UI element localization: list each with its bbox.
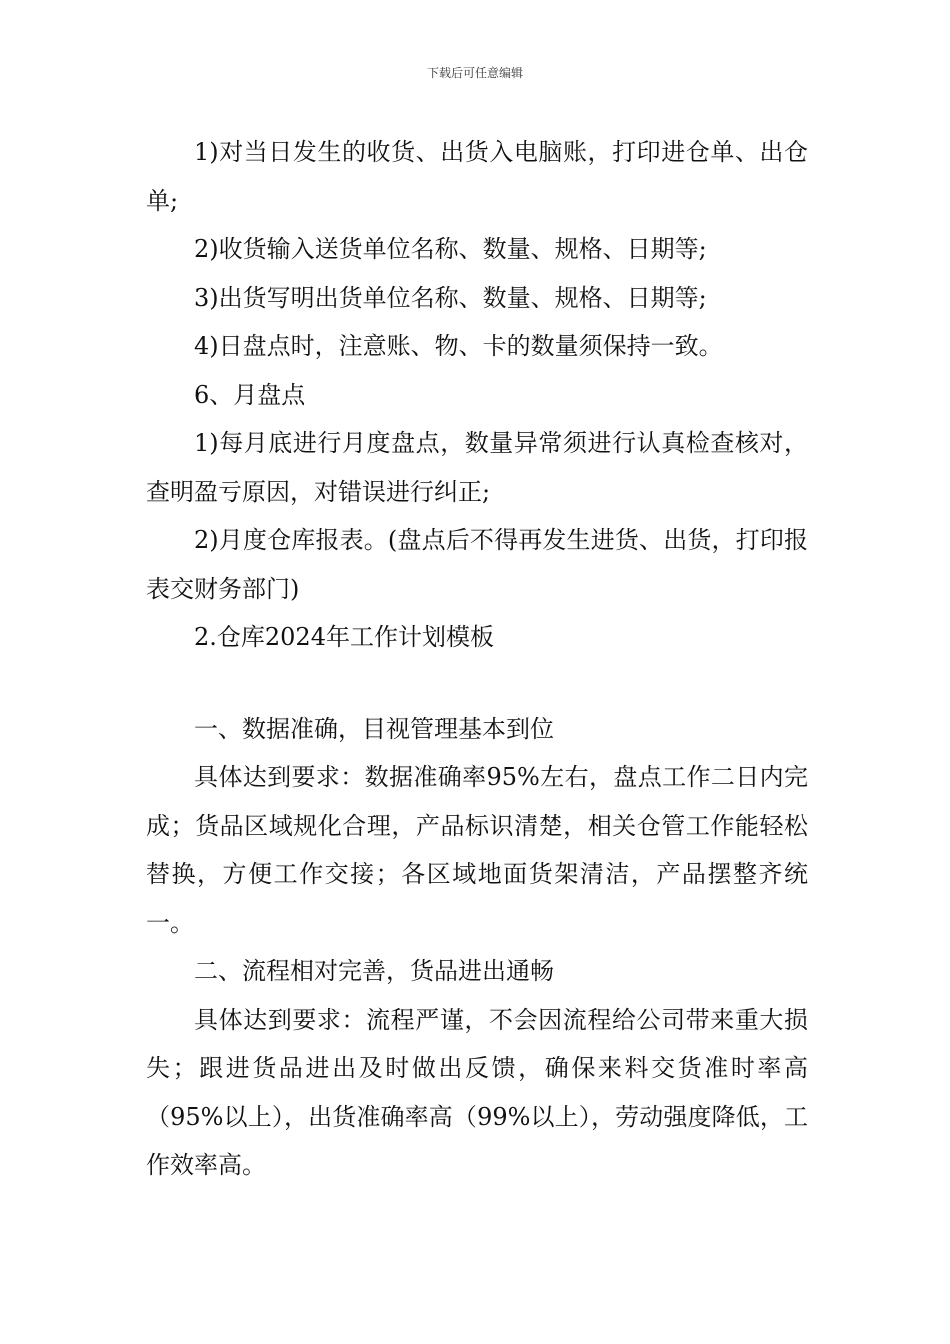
paragraph-monthly-report: 2)月度仓库报表。(盘点后不得再发生进货、出货，打印报表交财务部门) (146, 526, 808, 603)
paragraph-receiving-input: 2)收货输入送货单位名称、数量、规格、日期等; (194, 235, 707, 263)
section-heading-data-accuracy: 一、数据准确，目视管理基本到位 (194, 714, 554, 743)
paragraph-monthly-count: 1)每月底进行月度盘点，数量异常须进行认真检查核对，查明盈亏原因，对错误进行纠正; (146, 429, 808, 506)
paragraph-daily-entry: 1)对当日发生的收货、出货入电脑账，打印进仓单、出仓单; (146, 138, 808, 215)
document-body (146, 128, 808, 1190)
paragraph-accuracy-requirements: 具体达到要求：数据准确率95%左右，盘点工作二日内完成；货品区域规化合理，产品标识清楚，相关仓管工作能轻松替换，方便工作交接；各区域地面货架清洁，产品摆整齐统一。 (146, 763, 808, 937)
page-header: 下载后可任意编辑 (426, 66, 523, 80)
section-heading-monthly-inventory: 6、月盘点 (194, 380, 306, 409)
paragraph-daily-check: 4)日盘点时，注意账、物、卡的数量须保持一致。 (194, 332, 723, 360)
paragraph-shipping-notes: 3)出货写明出货单位名称、数量、规格、日期等; (194, 283, 707, 312)
document-title-template: 2.仓库2024年工作计划模板 (194, 623, 494, 651)
spacer (146, 662, 808, 705)
section-heading-process: 二、流程相对完善，货品进出通畅 (194, 957, 554, 985)
paragraph-process-requirements: 具体达到要求：流程严谨，不会因流程给公司带来重大损失；跟进货品进出及时做出反馈，确保来料交货准时率高（95%以上），出货准确率高（99%以上），劳动强度降低，工作效率高。 (146, 1005, 808, 1179)
